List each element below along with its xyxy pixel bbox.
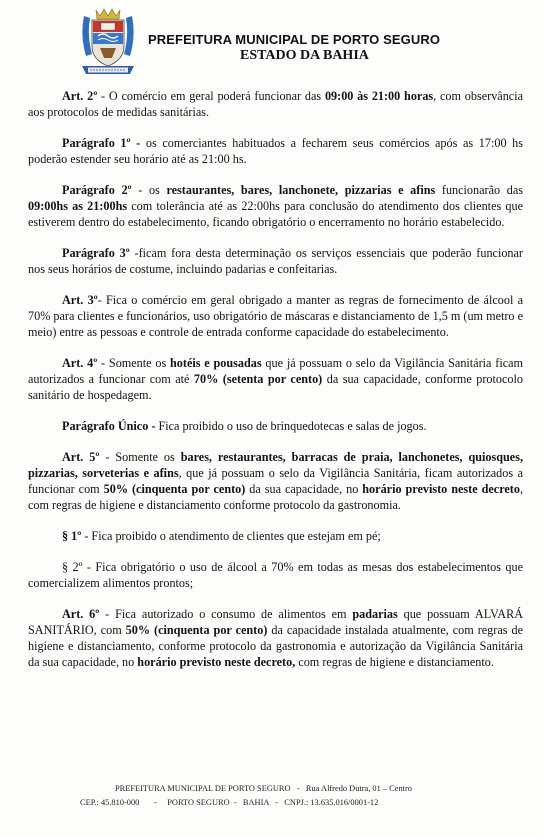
bold-text-run: 50% (cinquenta por cento)	[125, 623, 268, 637]
decree-body	[28, 88, 523, 685]
text-run: , que já possuam o selo da Vigilância Sanitária, ficam autorizados a funcionar com	[28, 466, 523, 496]
text-run: -ficam fora desta determinação os serviços essenciais que poderão funcionar nos seus horários de costume, incluindo padarias e confeitarias.	[28, 246, 523, 276]
decree-paragraph	[28, 245, 523, 277]
bold-text-run: Art. 4º	[62, 356, 98, 370]
text-run: - os	[131, 183, 167, 197]
decree-paragraph	[28, 182, 523, 230]
text-run: - Somente os	[99, 450, 181, 464]
bold-text-run: Parágrafo 2º	[62, 183, 132, 197]
text-run: com regras de higiene e distanciamento.	[295, 655, 494, 669]
bold-text-run: 09:00 às 21:00 horas	[324, 89, 434, 103]
text-run: funcionarão das	[435, 183, 523, 197]
decree-paragraph	[28, 528, 523, 544]
decree-paragraph	[28, 292, 523, 340]
text-run: - Somente os	[97, 356, 171, 370]
bold-text-run: Parágrafo 3º	[62, 246, 130, 260]
state-subtitle: ESTADO DA BAHIA	[240, 48, 369, 63]
text-run: com tolerância até as 22:00hs para conclusão do atendimento dos clientes que estiverem dentro do estabelecimento, ficando obrigatório o encerramento no horário estabelecido.	[28, 199, 523, 229]
footer-address-line: PREFEITURA MUNICIPAL DE PORTO SEGURO - Rua Alfredo Dutra, 01 – Centro	[115, 784, 412, 793]
text-run: - Fica autorizado o consumo de alimentos em	[99, 607, 353, 621]
bold-text-run: padarias	[352, 607, 398, 621]
bold-text-run: 09:00hs as 21:00hs	[28, 199, 128, 213]
footer-registry-line: CEP.: 45.810-000 - PORTO SEGURO - BAHIA - CNPJ.: 13.635.016/0001-12	[80, 798, 379, 807]
text-run: - Fica proibido o atendimento de clientes que estejam em pé;	[81, 529, 381, 543]
text-run: da sua capacidade, no	[245, 482, 363, 496]
bold-text-run: Parágrafo Único -	[62, 419, 156, 433]
bold-text-run: bares, restaurantes, barracas de praia, lanchonetes, quiosques, pizzarias, sorveterias e afins	[28, 450, 524, 480]
coat-of-arms-icon	[78, 6, 138, 78]
decree-paragraph	[28, 606, 523, 670]
decree-paragraph	[28, 559, 523, 591]
bold-text-run: Art. 6º	[62, 607, 100, 621]
bold-text-run: 50% (cinquenta por cento)	[103, 482, 246, 496]
decree-paragraph	[28, 449, 523, 513]
bold-text-run: restaurantes, bares, lanchonete, pizzarias e afins	[166, 183, 436, 197]
bold-text-run: Art. 2º	[62, 89, 98, 103]
municipality-title: PREFEITURA MUNICIPAL DE PORTO SEGURO	[148, 32, 441, 47]
text-run: § 2º - Fica obrigatório o uso de álcool a 70% em todas as mesas dos estabelecimentos que comercializem alimentos prontos;	[28, 560, 523, 590]
text-run: da capacidade instalada atualmente, com regras de higiene e distanciamento, conforme protocolo da gastronomia e autorização da Vigilância Sanitária da sua capacidade, no	[28, 623, 523, 669]
text-run: da sua capacidade, conforme protocolo sanitário de hospedagem.	[28, 372, 523, 402]
bold-text-run: hotéis e pousadas	[170, 356, 262, 370]
text-run: os comerciantes habituados a fecharem seus comércios após as 17:00 hs poderão estender seu horário até as 21:00 hs.	[28, 136, 524, 166]
text-run: Fica proibido o uso de brinquedotecas e salas de jogos.	[155, 419, 427, 433]
decree-paragraph	[28, 355, 523, 403]
decree-paragraph	[28, 418, 523, 434]
text-run: , com regras de higiene e distanciamento conforme protocolo da gastronomia.	[28, 482, 523, 512]
decree-paragraph	[28, 135, 523, 167]
text-run: - O comércio em geral poderá funcionar das	[97, 89, 325, 103]
bold-text-run: Art. 3º	[62, 293, 98, 307]
bold-text-run: horário previsto neste decreto,	[137, 655, 296, 669]
bold-text-run: Parágrafo 1º -	[62, 136, 141, 150]
bold-text-run: § 1º	[62, 529, 82, 543]
text-run: - Fica o comércio em geral obrigado a manter as regras de fornecimento de álcool a 70% para clientes e funcionários, uso obrigatório de máscaras e distanciamento de 1,5 m (um metro e meio) entre as pessoas e controle de entrada conforme capacidade do estabelecimento.	[28, 293, 523, 339]
text-run: , com observância aos protocolos de medidas sanitárias.	[28, 89, 523, 119]
bold-text-run: 70% (setenta por cento)	[193, 372, 323, 386]
letterhead	[0, 0, 543, 80]
text-run: que já possuam o selo da Vigilância Sanitária ficam autorizados a funcionar com até	[28, 356, 523, 386]
bold-text-run: horário previsto neste decreto	[362, 482, 520, 496]
text-run: que possuam ALVARÁ SANITÁRIO, com	[28, 607, 524, 637]
decree-paragraph	[28, 88, 523, 120]
bold-text-run: Art. 5º	[62, 450, 100, 464]
